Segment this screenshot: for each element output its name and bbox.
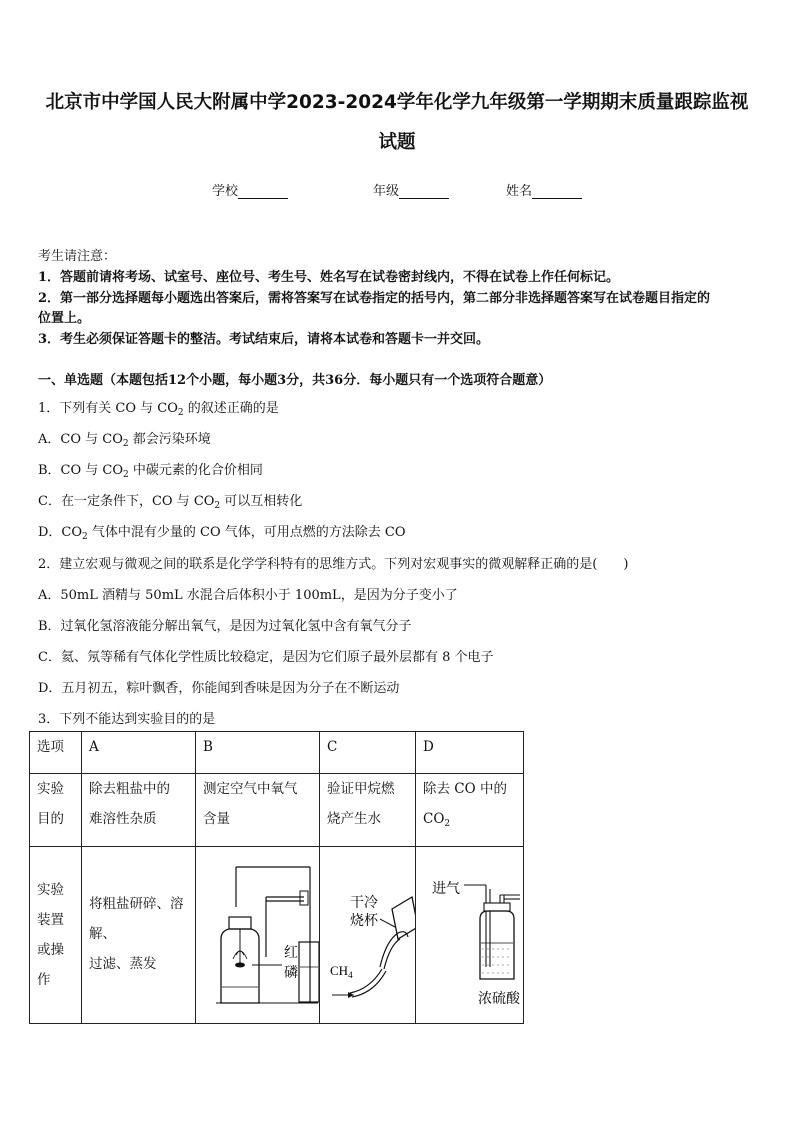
cell-operation-b [196, 847, 320, 1024]
cell-purpose-c: 验证甲烷燃 烧产生水 [320, 774, 416, 847]
cell-option-header: 选项 [30, 732, 82, 774]
notice-item-3: 3．考生必须保证答题卡的整洁。考试结束后，请将本试卷和答题卡一并交回。 [38, 332, 490, 347]
paper-title-line2: 试题 [378, 132, 416, 153]
cell-a-header: A [82, 732, 196, 774]
notice-heading: 考生请注意： [38, 249, 117, 264]
cell-purpose-a: 除去粗盐中的 难溶性杂质 [82, 774, 196, 847]
sulfuric-acid-label: 浓硫酸 [478, 990, 520, 1006]
cell-d-header: D [416, 732, 524, 774]
q1-option-b: B．CO 与 $CO_2$ 中碳元素的化合价相同 [38, 463, 263, 480]
section-heading: 一、单选题（本题包括12个小题，每小题3分，共36分．每小题只有一个选项符合题意） [38, 373, 552, 388]
q1-option-c: C．在一定条件下，CO 与 $CO_2$ 可以互相转化 [38, 494, 303, 511]
dry-cold-label: 干冷 [350, 894, 378, 910]
grade-blank[interactable] [399, 184, 449, 199]
paper-title-line1: 北京市中学国人民大附属中学2023-2024学年化学九年级第一学期期末质量跟踪监视 [45, 92, 749, 113]
notice-item-2: 2．第一部分选择题每小题选出答案后，需将答案写在试卷指定的括号内，第二部分非选择题答案写在试卷题目指定的 [38, 291, 711, 306]
q3-experiment-table [29, 731, 524, 1024]
cell-operation-header: 实验 装置 或操 作 [30, 847, 82, 1024]
q2-stem: 2．建立宏观与微观之间的联系是化学学科特有的思维方式。下列对宏观事实的微观解释正确的是( ) [38, 557, 629, 572]
table-row-purpose [30, 774, 524, 847]
notice-item-2-cont: 位置上。 [38, 311, 91, 326]
school-blank[interactable] [238, 184, 288, 199]
cell-operation-a: 将粗盐研碎、溶 解、 过滤、蒸发 [82, 847, 196, 1024]
grade-field: 年级 [373, 180, 449, 199]
name-blank[interactable] [532, 184, 582, 199]
q2-option-d: D．五月初五，粽叶飘香，你能闻到香味是因为分子在不断运动 [38, 681, 400, 696]
q3-stem: 3．下列不能达到实验目的的是 [38, 712, 216, 727]
red-phosphorus-label-2: 磷 [284, 966, 298, 981]
q1-option-d: D．$CO_2$ 气体中混有少量的 CO 气体，可用点燃的方法除去 CO [38, 525, 406, 542]
methane-label: $CH_4$ [330, 963, 353, 980]
cell-operation-c [320, 847, 416, 1024]
name-field: 姓名 [506, 180, 582, 199]
red-phosphorus-apparatus-figure [196, 847, 319, 1023]
cell-purpose-header: 实验 目的 [30, 774, 82, 847]
gas-in-label: 进气 [432, 880, 460, 896]
q2-option-a: A．50mL 酒精与 50mL 水混合后体积小于 100mL，是因为分子变小了 [38, 588, 458, 603]
table-row-header [30, 732, 524, 774]
methane-combustion-figure [320, 847, 415, 1023]
cell-b-header: B [196, 732, 320, 774]
q2-option-c: C．氦、氖等稀有气体化学性质比较稳定，是因为它们原子最外层都有 8 个电子 [38, 650, 494, 665]
cell-c-header: C [320, 732, 416, 774]
red-phosphorus-label-1: 红 [284, 946, 298, 961]
gas-washing-bottle-figure [416, 847, 523, 1023]
cell-purpose-b: 测定空气中氧气 含量 [196, 774, 320, 847]
q1-option-a: A．CO 与 $CO_2$ 都会污染环境 [38, 432, 211, 449]
school-field: 学校 [212, 180, 288, 199]
cell-operation-d [416, 847, 524, 1024]
q1-stem: 1．下列有关 CO 与 $CO_2$ 的叙述正确的是 [38, 401, 279, 418]
cell-purpose-d: 除去 CO 中的 $CO_2$ [416, 774, 524, 847]
q2-option-b: B．过氧化氢溶液能分解出氧气，是因为过氧化氢中含有氧气分子 [38, 619, 412, 634]
notice-item-1: 1．答题前请将考场、试室号、座位号、考生号、姓名写在试卷密封线内，不得在试卷上作任何标记。 [38, 270, 620, 285]
table-row-operation [30, 847, 524, 1024]
beaker-label: 烧杯 [350, 912, 378, 928]
